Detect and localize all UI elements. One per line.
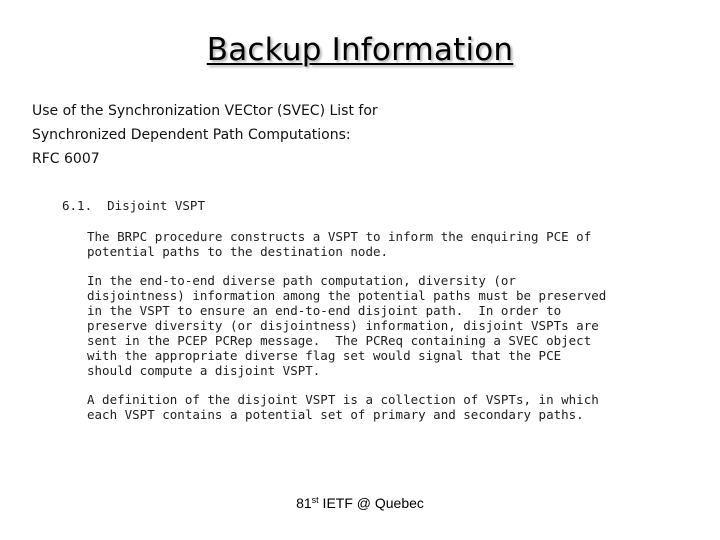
excerpt-paragraph-3 <box>87 392 660 422</box>
intro-line: Synchronized Dependent Path Computations: <box>32 127 351 143</box>
intro-line: RFC 6007 <box>32 151 100 167</box>
footer-number: 81 <box>296 495 312 511</box>
excerpt-line: disjointness) information among the potential paths must be preserved <box>87 288 607 303</box>
rfc-excerpt-image <box>60 198 660 436</box>
excerpt-line: The BRPC procedure constructs a VSPT to inform the enquiring PCE of <box>87 229 592 244</box>
excerpt-line: potential paths to the destination node. <box>87 244 389 259</box>
excerpt-paragraph-2 <box>87 273 660 378</box>
intro-line: Use of the Synchronization VECtor (SVEC) List for <box>32 103 378 119</box>
footer-ordinal-suffix: st <box>311 495 319 505</box>
excerpt-line: each VSPT contains a potential set of primary and secondary paths. <box>87 407 584 422</box>
excerpt-line: with the appropriate diverse flag set would signal that the PCE <box>87 348 562 363</box>
slide-title: Backup Information <box>206 32 514 68</box>
slide-footer <box>0 495 720 511</box>
excerpt-line: sent in the PCEP PCRep message. The PCReq containing a SVEC object <box>87 333 592 348</box>
footer-text: IETF @ Quebec <box>318 495 424 511</box>
excerpt-line: A definition of the disjoint VSPT is a collection of VSPTs, in which <box>87 392 599 407</box>
excerpt-paragraph-1 <box>87 229 660 259</box>
excerpt-line: should compute a disjoint VSPT. <box>87 363 321 378</box>
excerpt-line: In the end-to-end diverse path computation, diversity (or <box>87 273 516 288</box>
intro-text <box>32 99 592 171</box>
excerpt-line: in the VSPT to ensure an end-to-end disjoint path. In order to <box>87 303 562 318</box>
section-heading: 6.1. Disjoint VSPT <box>62 198 205 213</box>
excerpt-line: preserve diversity (or disjointness) information, disjoint VSPTs are <box>87 318 599 333</box>
